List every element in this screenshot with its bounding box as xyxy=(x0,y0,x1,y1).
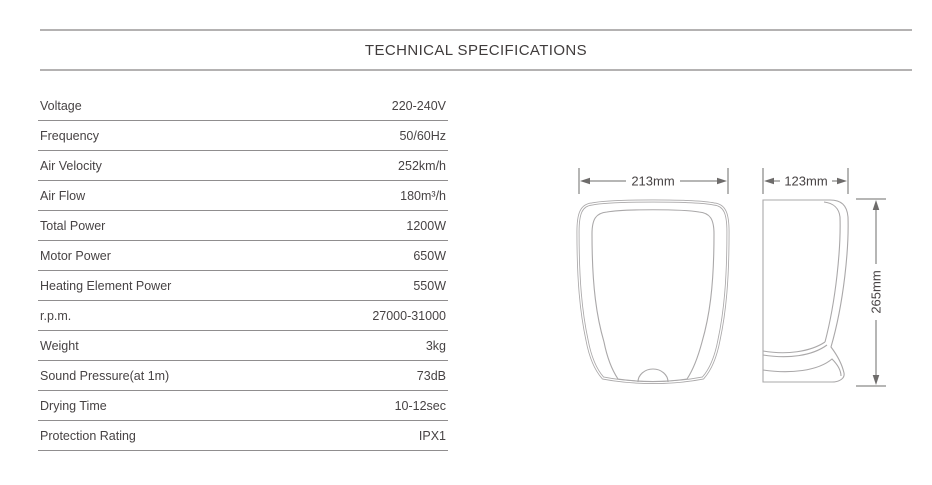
spec-row-weight xyxy=(38,331,448,361)
spec-label: r.p.m. xyxy=(40,308,72,323)
spec-value: IPX1 xyxy=(418,428,446,443)
spec-label: Weight xyxy=(40,338,79,353)
spec-value: 1200W xyxy=(406,218,446,233)
spec-row-heating-element-power xyxy=(38,271,448,301)
spec-value: 50/60Hz xyxy=(399,128,446,143)
spec-value: 27000-31000 xyxy=(372,308,446,323)
page-title: TECHNICAL SPECIFICATIONS xyxy=(364,41,588,59)
spec-table xyxy=(38,91,448,451)
spec-label: Protection Rating xyxy=(40,428,136,443)
spec-label: Air Velocity xyxy=(40,158,102,173)
spec-label: Total Power xyxy=(40,218,106,233)
outlet-arch xyxy=(638,369,668,382)
arrow-left-icon xyxy=(580,178,590,185)
arrow-right-icon xyxy=(717,178,727,185)
spec-row-total-power xyxy=(38,211,448,241)
spec-row-air-flow xyxy=(38,181,448,211)
spec-label: Motor Power xyxy=(40,248,111,263)
dimension-drawing xyxy=(555,140,920,420)
spec-label: Air Flow xyxy=(40,188,86,203)
side-view xyxy=(763,200,848,382)
arrow-right-icon xyxy=(837,178,847,185)
arrow-up-icon xyxy=(873,200,880,210)
spec-row-motor-power xyxy=(38,241,448,271)
spec-label: Sound Pressure(at 1m) xyxy=(40,368,170,383)
spec-row-voltage xyxy=(38,91,448,121)
spec-value: 10-12sec xyxy=(394,398,446,413)
spec-row-protection-rating xyxy=(38,421,448,451)
arrow-down-icon xyxy=(873,375,880,385)
spec-value: 252km/h xyxy=(398,158,446,173)
spec-row-sound-pressure xyxy=(38,361,448,391)
spec-value: 220-240V xyxy=(391,98,446,113)
spec-row-drying-time xyxy=(38,391,448,421)
spec-label: Drying Time xyxy=(40,398,107,413)
spec-row-frequency xyxy=(38,121,448,151)
spec-row-rpm xyxy=(38,301,448,331)
title-band xyxy=(40,29,912,71)
dimension-side-depth xyxy=(763,168,848,194)
front-width-label: 213mm xyxy=(631,173,675,189)
spec-value: 3kg xyxy=(425,338,446,353)
front-view xyxy=(578,201,728,383)
spec-value: 73dB xyxy=(416,368,446,383)
hand-dryer-drawing xyxy=(555,140,920,420)
spec-row-air-velocity xyxy=(38,151,448,181)
dimension-height xyxy=(856,199,886,386)
spec-value: 650W xyxy=(413,248,446,263)
height-label: 265mm xyxy=(868,270,884,314)
dimension-front-width xyxy=(579,168,728,194)
spec-value: 180m³/h xyxy=(400,188,446,203)
spec-label: Heating Element Power xyxy=(40,278,172,293)
spec-label: Voltage xyxy=(40,98,82,113)
spec-value: 550W xyxy=(413,278,446,293)
side-depth-label: 123mm xyxy=(784,173,828,189)
arrow-left-icon xyxy=(764,178,774,185)
spec-label: Frequency xyxy=(40,128,100,143)
